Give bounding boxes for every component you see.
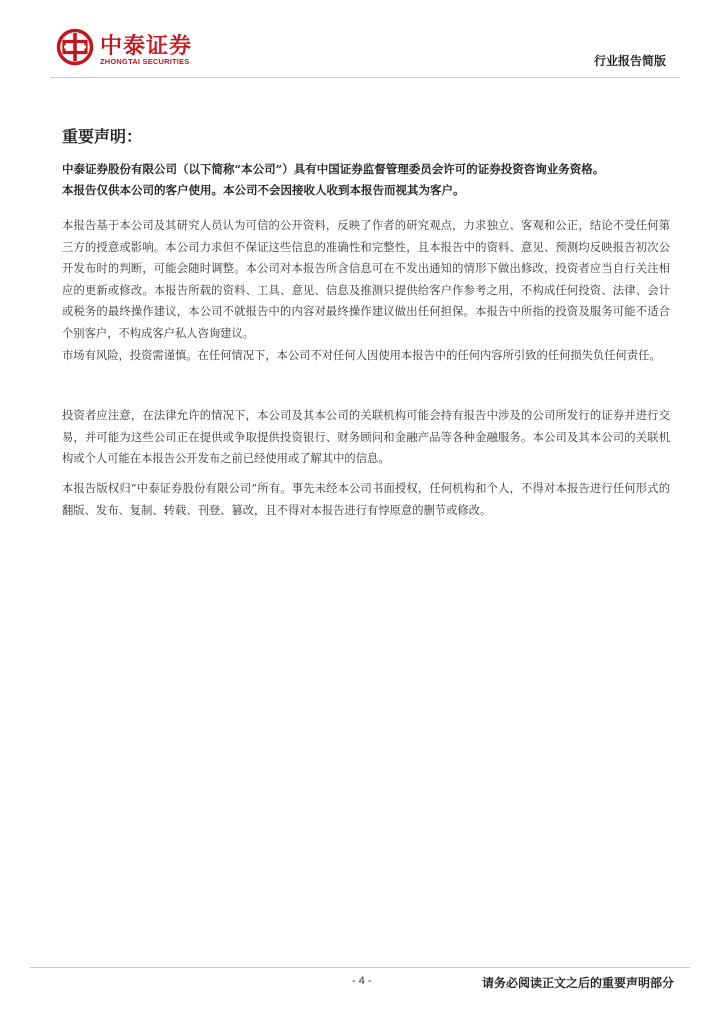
- conflict-paragraph: [62, 405, 670, 470]
- page-header: [0, 0, 724, 80]
- paragraph-text: 投资者应注意，在法律允许的情况下，本公司及其本公司的关联机构可能会持有报告中涉及的公司所发行的证券并进行交易，并可能为这些公司正在提供或争取提供投资银行、财务顾问和金融产品等各种金融服务。本公司及其本公司的关联机构或个人可能在本报告公开发布之前已经使用或了解其中的信息。: [62, 409, 670, 465]
- header-divider: [50, 77, 680, 78]
- copyright-paragraph: [62, 478, 670, 521]
- footer-divider: [30, 967, 690, 968]
- paragraph-text: 本报告基于本公司及其研究人员认为可信的公开资料，反映了作者的研究观点，力求独立、客观和公正，结论不受任何第三方的授意或影响。本公司力求但不保证这些信息的准确性和完整性，且本报告中的资料、意见、预测均反映报告初次公开发布时的判断，可能会随时调整。本公司对本报告所含信息可在不发出通知的情形下做出修改，投资者应当自行关注相应的更新或修改。本报告所载的资料、工具、意见、信息及推测只提供给客户作参考之用，不构成任何投资、法律、会计或税务的最终操作建议，本公司不就报告中的内容对最终操作建议做出任何担保。本报告中所指的投资及服务可能不适合个别客户，不构成客户私人咨询建议。: [62, 219, 670, 340]
- zhongtai-logo-icon: [56, 28, 94, 66]
- risk-paragraph: [62, 345, 670, 367]
- disclaimer-paragraph: [62, 215, 670, 344]
- paragraph-text: 市场有风险，投资需谨慎。在任何情况下，本公司不对任何人因使用本报告中的任何内容所引致的任何损失负任何责任。: [62, 349, 661, 362]
- intro-statement: [62, 159, 670, 201]
- logo-name-cn: 中泰证券: [100, 34, 193, 59]
- logo-name-en: ZHONGTAI SECURITIES: [100, 57, 190, 66]
- paragraph-text: 本报告版权归“中泰证券股份有限公司”所有。事先未经本公司书面授权，任何机构和个人，不得对本报告进行任何形式的翻版、发布、复制、转载、刊登、篡改，且不得对本报告进行有悖原意的删节或修改。: [62, 482, 670, 517]
- report-type-label: 行业报告简版: [593, 54, 666, 68]
- section-title: 重要声明：: [62, 127, 143, 146]
- company-logo: [56, 28, 216, 70]
- intro-line: 中泰证券股份有限公司（以下简称“本公司”）具有中国证券监督管理委员会许可的证券投资咨询业务资格。: [62, 162, 605, 176]
- page-number: - 4 -: [352, 975, 372, 987]
- intro-line: 本报告仅供本公司的客户使用。本公司不会因接收人收到本报告而视其为客户。: [62, 183, 465, 197]
- footer-note: 请务必阅读正文之后的重要声明部分: [481, 976, 674, 990]
